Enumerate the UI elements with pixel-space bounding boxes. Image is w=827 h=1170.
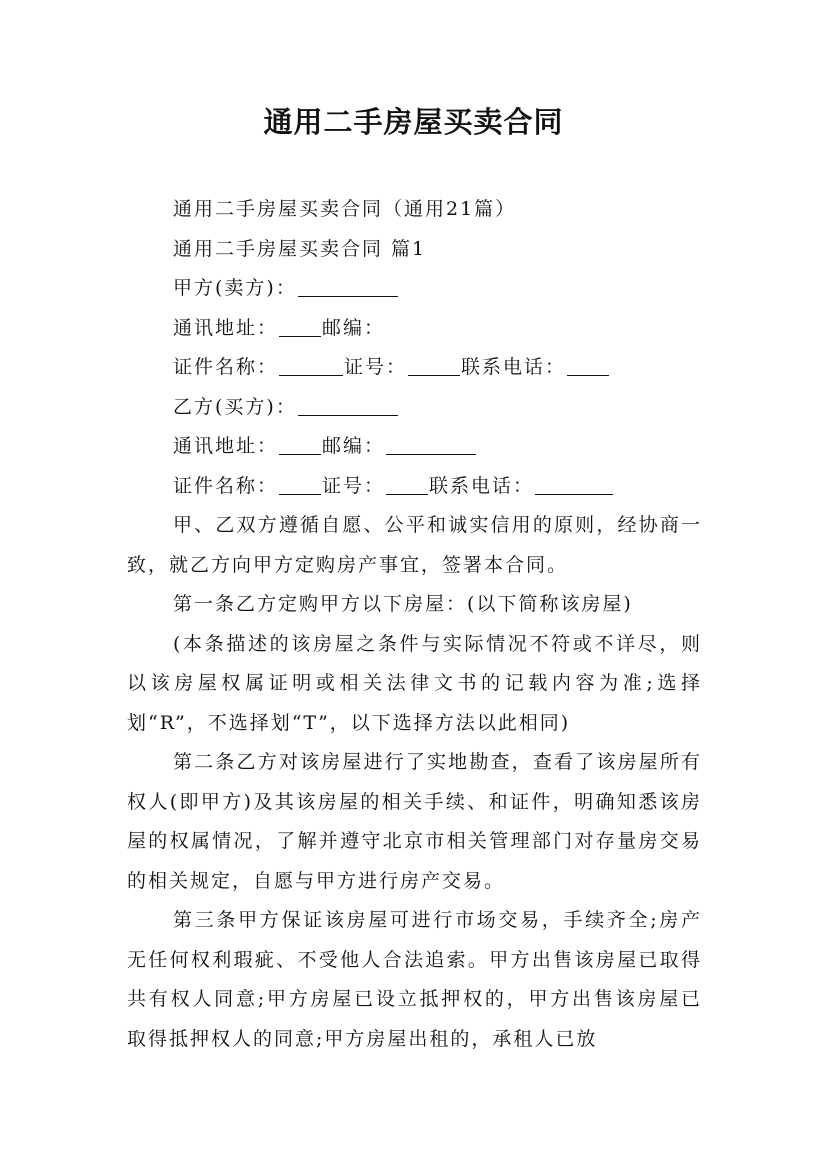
party-b-address-line bbox=[127, 427, 702, 467]
id-no-blank bbox=[386, 474, 428, 495]
party-b-label: 乙方(买方)： bbox=[173, 395, 297, 418]
document-title: 通用二手房屋买卖合同 bbox=[263, 105, 564, 139]
id-no-label: 证号： bbox=[322, 474, 386, 497]
phone-label: 联系电话： bbox=[429, 474, 535, 497]
id-no-label: 证号： bbox=[344, 356, 408, 378]
chapter-text: 通用二手房屋买卖合同 篇1 bbox=[173, 237, 427, 260]
id-name-label: 证件名称： bbox=[173, 474, 279, 497]
id-name-blank bbox=[279, 355, 343, 376]
id-name-blank bbox=[279, 474, 321, 495]
id-no-blank bbox=[408, 355, 460, 376]
postcode-label: 邮编： bbox=[322, 435, 386, 457]
party-a-label: 甲方(卖方)： bbox=[173, 277, 297, 299]
phone-blank bbox=[567, 355, 609, 376]
party-b-blank bbox=[298, 395, 398, 416]
phone-label: 联系电话： bbox=[461, 356, 567, 378]
party-a-address-line bbox=[127, 309, 702, 349]
party-b-id-line bbox=[127, 467, 702, 507]
address-blank bbox=[279, 434, 321, 455]
chapter-line bbox=[127, 230, 702, 270]
intro-line bbox=[127, 190, 702, 230]
intro-text: 通用二手房屋买卖合同（通用21篇） bbox=[173, 198, 517, 220]
party-a-blank bbox=[298, 276, 398, 297]
document-body bbox=[127, 190, 702, 1059]
postcode-blank bbox=[386, 434, 476, 455]
party-b-line bbox=[127, 388, 702, 428]
paragraph-principle: 甲、乙双方遵循自愿、公平和诚实信用的原则，经协商一致，就乙方向甲方定购房产事宜，签署本合同。 bbox=[127, 514, 702, 576]
paragraph-article-1: 第一条乙方定购甲方以下房屋：(以下简称该房屋) bbox=[173, 593, 633, 615]
address-blank bbox=[279, 316, 321, 337]
id-name-label: 证件名称： bbox=[173, 356, 279, 378]
phone-blank bbox=[535, 474, 613, 495]
paragraph-article-1-note: (本条描述的该房屋之条件与实际情况不符或不详尽，则以该房屋权属证明或相关法律文书的记载内容为准;选择划“R”，不选择划“T”，以下选择方法以此相同) bbox=[127, 632, 702, 734]
paragraph-article-2: 第二条乙方对该房屋进行了实地勘查，查看了该房屋所有权人(即甲方)及其该房屋的相关手续、和证件，明确知悉该房屋的权属情况，了解并遵守北京市相关管理部门对存量房交易的相关规定，自愿与甲方进行房产交易。 bbox=[127, 751, 702, 892]
party-a-id-line bbox=[127, 348, 702, 388]
postcode-label: 邮编： bbox=[322, 316, 386, 339]
paragraph-article-3: 第三条甲方保证该房屋可进行市场交易，手续齐全;房产无任何权利瑕疵、不受他人合法追索。甲方出售该房屋已取得共有权人同意;甲方房屋已设立抵押权的，甲方出售该房屋已取得抵押权人的同意;甲方房屋出租的，承租人已放 bbox=[127, 909, 702, 1050]
address-label: 通讯地址： bbox=[173, 435, 279, 457]
address-label: 通讯地址： bbox=[173, 316, 279, 339]
party-a-line bbox=[127, 269, 702, 309]
